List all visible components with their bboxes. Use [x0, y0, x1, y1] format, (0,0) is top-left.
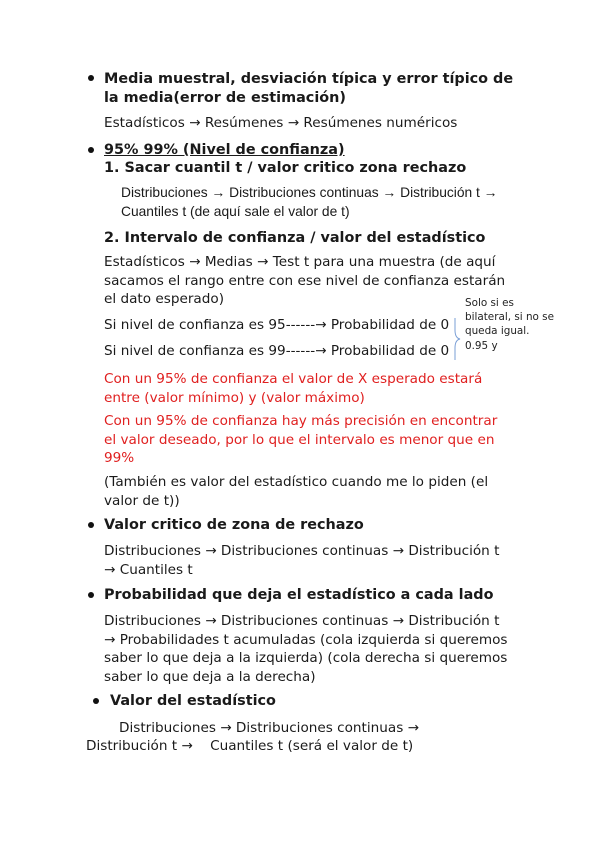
section-heading: Media muestral, desviación típica y error típico de la media(error de estimación) — [104, 71, 514, 106]
comment-brace — [454, 318, 461, 360]
menu-path: Distribuciones → Distribuciones continuas → Distribución t → Cuantiles t — [104, 543, 500, 578]
section-heading: Probabilidad que deja el estadístico a cada lado — [104, 587, 494, 603]
bullet — [93, 698, 99, 704]
bullet — [88, 592, 94, 598]
section-heading: Valor del estadístico — [110, 693, 276, 709]
menu-path: Distribuciones → Distribuciones continuas → Distribución t → Probabilidades t acumuladas (cola izquierda si queremos saber lo que deja a la izquierda) (cola derecha si queremos saber lo que deja a la derecha) — [104, 613, 508, 685]
menu-path: Estadísticos → Medias → Test t para una muestra (de aquí sacamos el rango entre con ese nivel de confianza estarán el dato esperado) — [104, 254, 506, 307]
section-heading: Valor critico de zona de rechazo — [104, 517, 364, 533]
red-note: Con un 95% de confianza el valor de X esperado estará entre (valor mínimo) y (valor máximo) — [104, 371, 483, 406]
confidence-99-line: Si nivel de confianza es 99------→ Probabilidad de 0 — [104, 343, 450, 359]
confidence-95-line: Si nivel de confianza es 95------→ Probabilidad de 0 — [104, 317, 450, 333]
bullet — [88, 522, 94, 528]
subsection-heading: 1. Sacar cuantil t / valor critico zona rechazo — [104, 160, 467, 176]
paren-note: (También es valor del estadístico cuando me lo piden (el valor de t)) — [104, 474, 489, 509]
bullet — [88, 75, 94, 81]
subsection-heading: 2. Intervalo de confianza / valor del estadístico — [104, 230, 486, 246]
bullet — [88, 147, 94, 153]
menu-path: Distribución t → Cuantiles t (será el valor de t) — [86, 738, 414, 754]
confidence-95-clip — [104, 316, 457, 340]
confidence-99-clip — [104, 342, 457, 366]
red-note: Con un 95% de confianza hay más precisión en encontrar el valor deseado, por lo que el intervalo es menor que en 99% — [104, 413, 498, 466]
section-heading: 95% 99% (Nivel de confianza) — [104, 142, 345, 158]
menu-path: Distribuciones → Distribuciones continuas → Distribución t → Cuantiles t (de aquí sale el valor de t) — [121, 185, 498, 219]
side-comment: Solo si es bilateral, si no se queda igual. 0.95 y — [465, 297, 554, 352]
menu-path: Estadísticos → Resúmenes → Resúmenes numéricos — [104, 115, 458, 131]
menu-path: Distribuciones → Distribuciones continuas → — [119, 720, 420, 736]
